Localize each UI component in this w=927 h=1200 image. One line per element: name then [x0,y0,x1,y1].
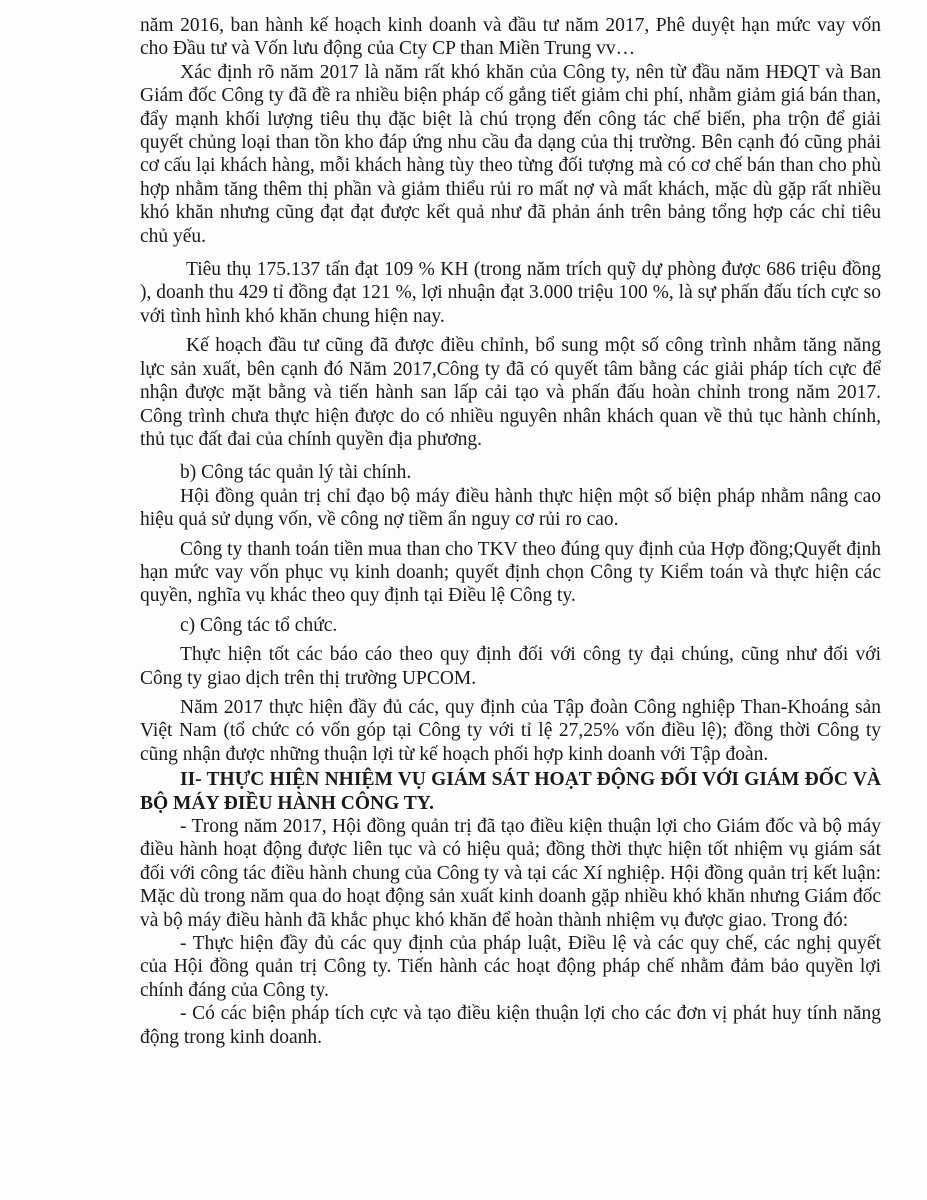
paragraph-compliance: - Thực hiện đầy đủ các quy định của pháp luật, Điều lệ và các quy chế, các nghị quyết của Hội đồng quản trị Công ty. Tiến hành các hoạt động pháp chế nhằm đảm bảo quyền lợi chính đáng của Công ty. [140,933,881,1001]
section-heading-supervision: II- THỰC HIỆN NHIỆM VỤ GIÁM SÁT HOẠT ĐỘNG ĐỐI VỚI GIÁM ĐỐC VÀ BỘ MÁY ĐIỀU HÀNH CÔNG TY. [140,769,881,814]
paragraph-group-regulations: Năm 2017 thực hiện đầy đủ các, quy định của Tập đoàn Công nghiệp Than-Khoáng sản Việt Nam (tổ chức có vốn góp tại Công ty với tỉ lệ 27,25% vốn điều lệ); đồng thời Công ty cũng nhận được những thuận lợi từ kế hoạch phối hợp kinh doanh với Tập đoàn. [140,696,881,765]
paragraph-consumption-results: Tiêu thụ 175.137 tấn đạt 109 % KH (trong năm trích quỹ dự phòng được 686 triệu đồng ), doanh thu 429 tỉ đồng đạt 121 %, lợi nhuận đạt 3.000 triệu 100 %, là sự phấn đấu tích cực so với tình hình khó khăn chung hiện nay. [140,259,881,327]
subheading-organization: c) Công tác tổ chức. [180,614,338,636]
paragraph-measures: - Có các biện pháp tích cực và tạo điều kiện thuận lợi cho các đơn vị phát huy tính năng động trong kinh doanh. [140,1003,881,1048]
paragraph-investment-adjustment: Kế hoạch đầu tư cũng đã được điều chỉnh, bổ sung một số công trình nhằm tăng năng lực sản xuất, bên cạnh đó Năm 2017,Công ty đã có quyết tâm bằng các giải pháp tích cực để nhận được mặt bằng và tiến hành san lấp cải tạo và phấn đấu hoàn chỉnh trong năm 2017. Công trình chưa thực hiện được do có nhiều nguyên nhân khách quan về thủ tục hành chính, thủ tục đất đai của chính quyền địa phương. [140,335,881,450]
paragraph-investment-plan: năm 2016, ban hành kế hoạch kinh doanh và đầu tư năm 2017, Phê duyệt hạn mức vay vốn cho Đầu tư và Vốn lưu động của Cty CP than Miền Trung vv… [140,15,881,60]
subheading-financial-management: b) Công tác quản lý tài chính. [180,462,412,484]
paragraph-reporting: Thực hiện tốt các báo cáo theo quy định đối với công ty đại chúng, cũng như đối với Công ty giao dịch trên thị trường UPCOM. [140,644,881,689]
paragraph-payment-tkv: Công ty thanh toán tiền mua than cho TKV theo đúng quy định của Hợp đồng;Quyết định hạn mức vay vốn phục vụ kinh doanh; quyết định chọn Công ty Kiểm toán và thực hiện các quyền, nghĩa vụ khác theo quy định tại Điều lệ Công ty. [140,538,881,607]
paragraph-board-directs: Hội đồng quản trị chỉ đạo bộ máy điều hành thực hiện một số biện pháp nhằm nâng cao hiệu quả sử dụng vốn, về công nợ tiềm ẩn nguy cơ rủi ro cao. [140,485,881,531]
paragraph-supervision-2017: - Trong năm 2017, Hội đồng quản trị đã tạo điều kiện thuận lợi cho Giám đốc và bộ máy điều hành hoạt động được liên tục và có hiệu quả; đồng thời thực hiện tốt nhiệm vụ giám sát đối với công tác điều hành chung của Công ty và tại các Xí nghiệp. Hội đồng quản trị kết luận: Mặc dù trong năm qua do hoạt động sản xuất kinh doanh gặp nhiều khó khăn nhưng Giám đốc và bộ máy điều hành đã khắc phục khó khăn để hoàn thành nhiệm vụ được giao. Trong đó: [140,816,881,931]
paragraph-2017-difficulties: Xác định rõ năm 2017 là năm rất khó khăn của Công ty, nên từ đầu năm HĐQT và Ban Giám đốc Công ty đã đề ra nhiều biện pháp cố gắng tiết giảm chi phí, nhằm giảm giá bán than, đẩy mạnh khối lượng tiêu thụ đặc biệt là chú trọng đến công tác chế biến, pha trộn để giải quyết chủng loại than tồn kho đáp ứng nhu cầu đa dạng của thị trường. Bên cạnh đó cũng phải cơ cấu lại khách hàng, mỗi khách hàng tùy theo từng đối tượng mà có cơ chế bán than cho phù hợp nhằm tăng thêm thị phần và giảm thiểu rủi ro mất nợ và mất khách, mặc dù gặp rất nhiều khó khăn nhưng cũng đạt đạt được kết quả như đã phản ánh trên bảng tổng hợp các chỉ tiêu chủ yếu. [140,61,881,247]
